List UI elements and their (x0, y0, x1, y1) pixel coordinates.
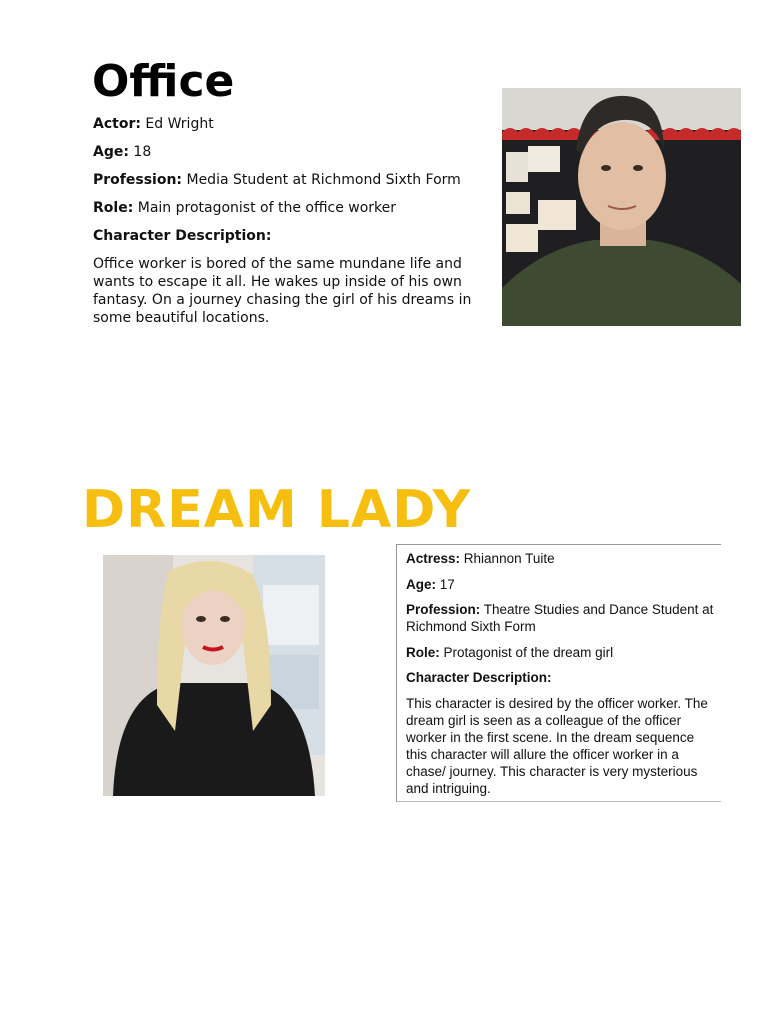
dream-description-heading (406, 669, 718, 686)
dream-role-field (406, 644, 718, 661)
office-title: Office (92, 56, 235, 107)
dream-profession-value: Theatre Studies and Dance Student at Richmond Sixth Form (406, 602, 714, 634)
dream-age-value: 17 (439, 577, 455, 592)
description-heading (93, 227, 271, 245)
dream-role-label: Role: (406, 645, 440, 660)
role-label: Role: (93, 200, 134, 216)
dream-profession-label: Profession: (406, 602, 481, 617)
profession-field (93, 171, 461, 189)
actor-portrait-image (502, 88, 741, 326)
profession-value: Media Student at Richmond Sixth Form (186, 172, 461, 188)
age-value: 18 (133, 144, 152, 160)
office-description: Office worker is bored of the same mundane life and wants to escape it all. He wakes up inside of his own fantasy. On a journey chasing the girl of his dreams in some beautiful locations. (93, 256, 472, 326)
dream-description-label: Character Description: (406, 670, 552, 685)
dream-description: This character is desired by the officer worker. The dream girl is seen as a colleague of the officer worker in the first scene. In the dream sequence this character will allure the officer worker in a chase/ journey. This character is very mysterious and intriguing. (406, 696, 708, 796)
dream-age-label: Age: (406, 577, 436, 592)
actress-value: Rhiannon Tuite (463, 551, 555, 566)
dream-profession-field (406, 601, 718, 635)
role-field (93, 199, 396, 217)
actress-portrait-image (103, 555, 325, 796)
actress-field (406, 550, 718, 567)
role-value: Main protagonist of the office worker (137, 200, 397, 216)
dream-age-field (406, 576, 718, 593)
actor-photo (502, 88, 741, 326)
actor-value: Ed Wright (145, 116, 214, 132)
actress-photo (103, 555, 325, 796)
description-label: Character Description: (93, 228, 272, 244)
dream-lady-title: DREAM LADY (82, 480, 472, 540)
dream-lady-info-card (396, 544, 721, 802)
actor-field (93, 115, 214, 133)
age-field (93, 143, 151, 161)
actor-label: Actor: (93, 116, 141, 132)
actress-label: Actress: (406, 551, 461, 566)
age-label: Age: (93, 144, 129, 160)
profession-label: Profession: (93, 172, 183, 188)
dream-role-value: Protagonist of the dream girl (443, 645, 614, 660)
